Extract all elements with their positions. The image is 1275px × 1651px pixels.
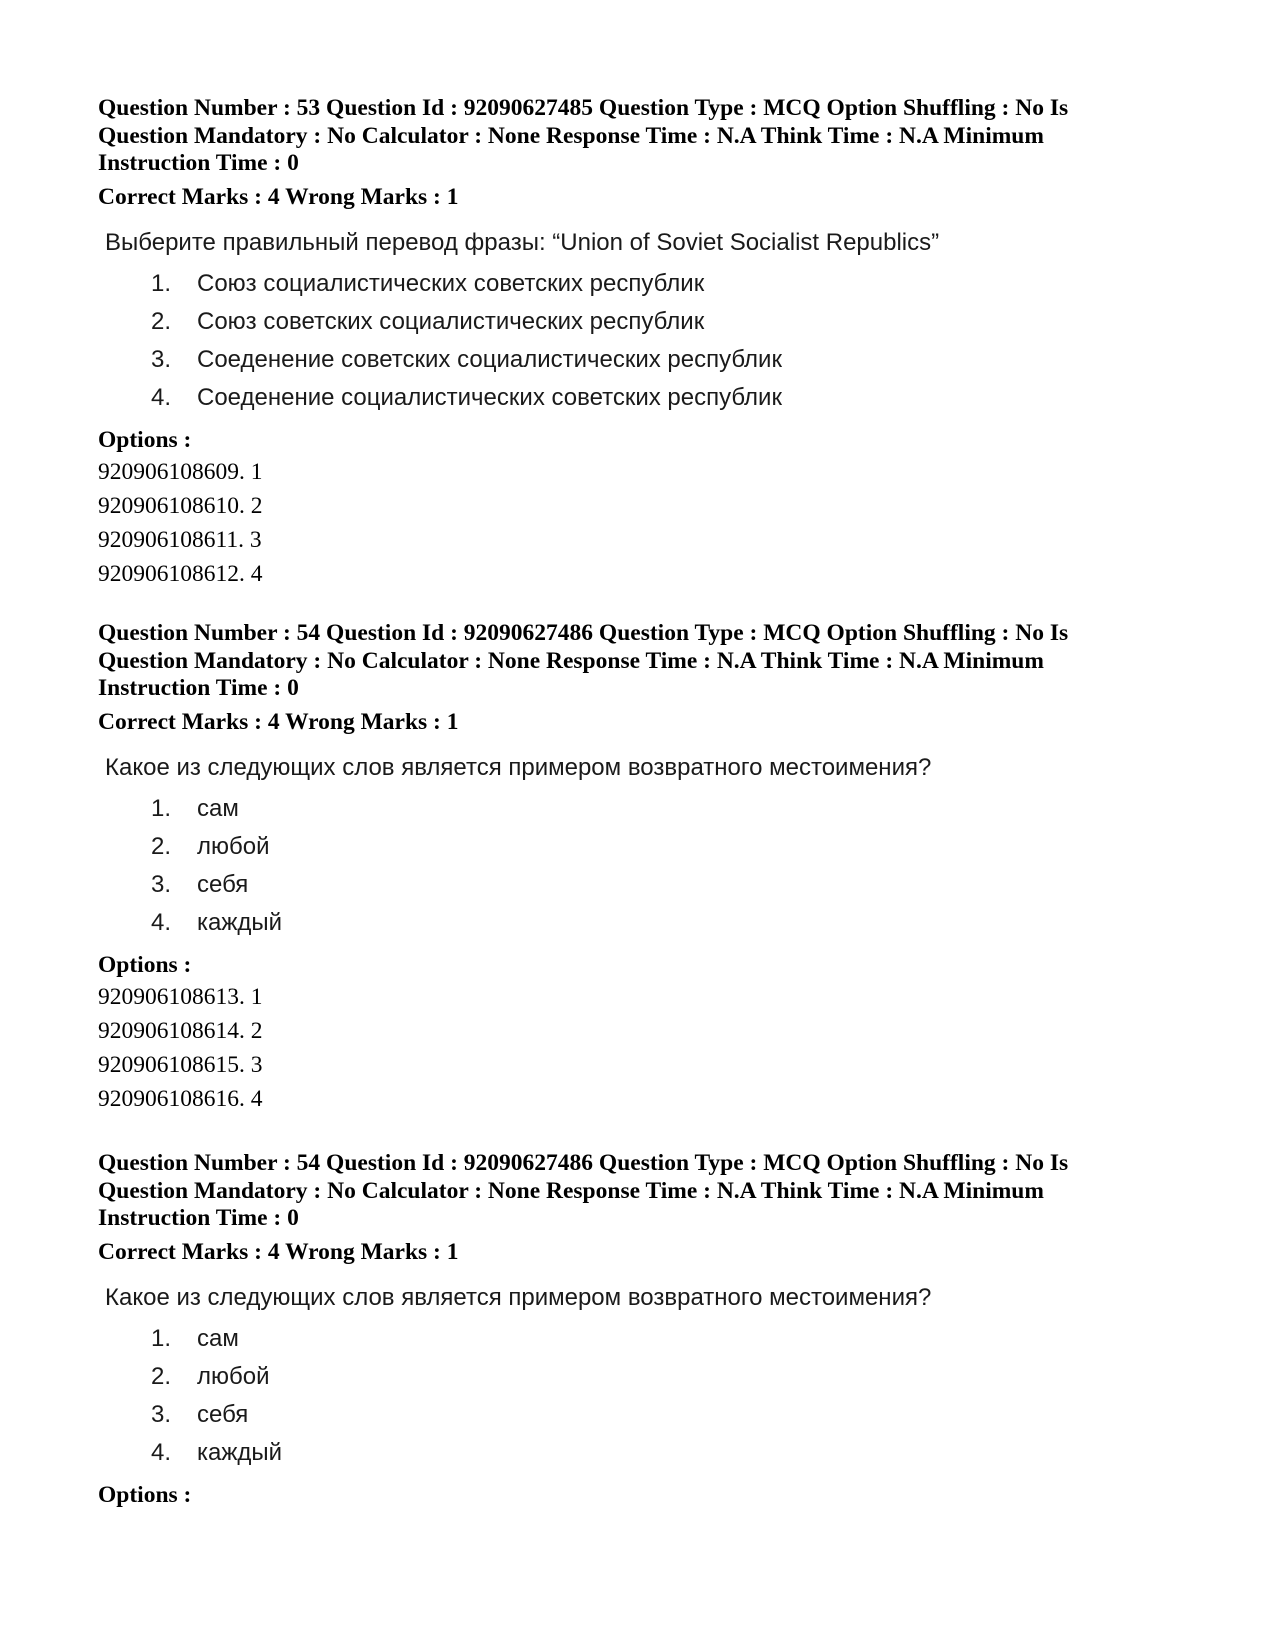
choice-number: 3.: [151, 1401, 172, 1428]
options-label: Options :: [98, 1482, 192, 1508]
choice-text: любой: [197, 1363, 270, 1390]
choice-text: Союз социалистических советских республик: [197, 270, 705, 297]
question-block-54-repeat: [98, 1150, 1188, 1510]
question-block-54: [98, 620, 1188, 1116]
choice-text: Соеденение советских социалистических республик: [197, 346, 782, 373]
choice-number: 3.: [151, 871, 172, 898]
choice-item: [105, 866, 1188, 904]
question-meta: Question Number : 54 Question Id : 92090627486 Question Type : MCQ Option Shuffling : No Is Question Mandatory : No Calculator : None Response Time : N.A Think Time : N.A Minimum Instruction Time : 0: [98, 1150, 1069, 1231]
option-line: 920906108609. 1: [98, 458, 263, 485]
choice-number: 2.: [151, 833, 172, 860]
question-meta: Question Number : 53 Question Id : 92090627485 Question Type : MCQ Option Shuffling : No Is Question Mandatory : No Calculator : None Response Time : N.A Think Time : N.A Minimum Instruction Time : 0: [98, 95, 1069, 176]
choice-number: 1.: [151, 270, 172, 297]
question-prompt: Выберите правильный перевод фразы: “Union of Soviet Socialist Republics”: [105, 229, 940, 256]
choice-text: себя: [197, 1401, 249, 1428]
choice-item: [105, 265, 1188, 303]
options-label: Options :: [98, 427, 192, 453]
choice-item: [105, 1358, 1188, 1396]
choice-number: 4.: [151, 384, 172, 411]
choice-number: 4.: [151, 1439, 172, 1466]
choice-text: Союз советских социалистических республик: [197, 308, 705, 335]
choice-number: 3.: [151, 346, 172, 373]
choice-number: 1.: [151, 795, 172, 822]
choice-list: [105, 1320, 1188, 1472]
options-label: Options :: [98, 952, 192, 978]
question-marks: Correct Marks : 4 Wrong Marks : 1: [98, 183, 459, 210]
choice-number: 4.: [151, 909, 172, 936]
option-line: 920906108614. 2: [98, 1017, 263, 1044]
question-prompt: Какое из следующих слов является примером возвратного местоимения?: [105, 1284, 932, 1311]
choice-number: 2.: [151, 1363, 172, 1390]
question-marks: Correct Marks : 4 Wrong Marks : 1: [98, 708, 459, 735]
choice-list: [105, 790, 1188, 942]
question-content: [105, 229, 1188, 417]
question-content: [105, 754, 1188, 942]
choice-text: любой: [197, 833, 270, 860]
option-line: 920906108610. 2: [98, 492, 263, 519]
choice-text: каждый: [197, 909, 283, 936]
option-line: 920906108613. 1: [98, 983, 263, 1010]
choice-item: [105, 904, 1188, 942]
question-prompt: Какое из следующих слов является примером возвратного местоимения?: [105, 754, 932, 781]
option-line: 920906108612. 4: [98, 560, 263, 587]
option-line: 920906108616. 4: [98, 1085, 263, 1112]
choice-item: [105, 1320, 1188, 1358]
choice-item: [105, 303, 1188, 341]
choice-list: [105, 265, 1188, 417]
choice-text: сам: [197, 795, 239, 822]
choice-item: [105, 1434, 1188, 1472]
choice-text: себя: [197, 871, 249, 898]
question-content: [105, 1284, 1188, 1472]
choice-text: сам: [197, 1325, 239, 1352]
choice-item: [105, 1396, 1188, 1434]
choice-number: 2.: [151, 308, 172, 335]
choice-text: каждый: [197, 1439, 283, 1466]
choice-item: [105, 790, 1188, 828]
question-block-53: [98, 95, 1188, 591]
question-marks: Correct Marks : 4 Wrong Marks : 1: [98, 1238, 459, 1265]
choice-item: [105, 828, 1188, 866]
option-line: 920906108611. 3: [98, 526, 262, 553]
option-line: 920906108615. 3: [98, 1051, 263, 1078]
choice-number: 1.: [151, 1325, 172, 1352]
question-meta: Question Number : 54 Question Id : 92090627486 Question Type : MCQ Option Shuffling : No Is Question Mandatory : No Calculator : None Response Time : N.A Think Time : N.A Minimum Instruction Time : 0: [98, 620, 1069, 701]
choice-text: Соеденение социалистических советских республик: [197, 384, 782, 411]
choice-item: [105, 379, 1188, 417]
choice-item: [105, 341, 1188, 379]
